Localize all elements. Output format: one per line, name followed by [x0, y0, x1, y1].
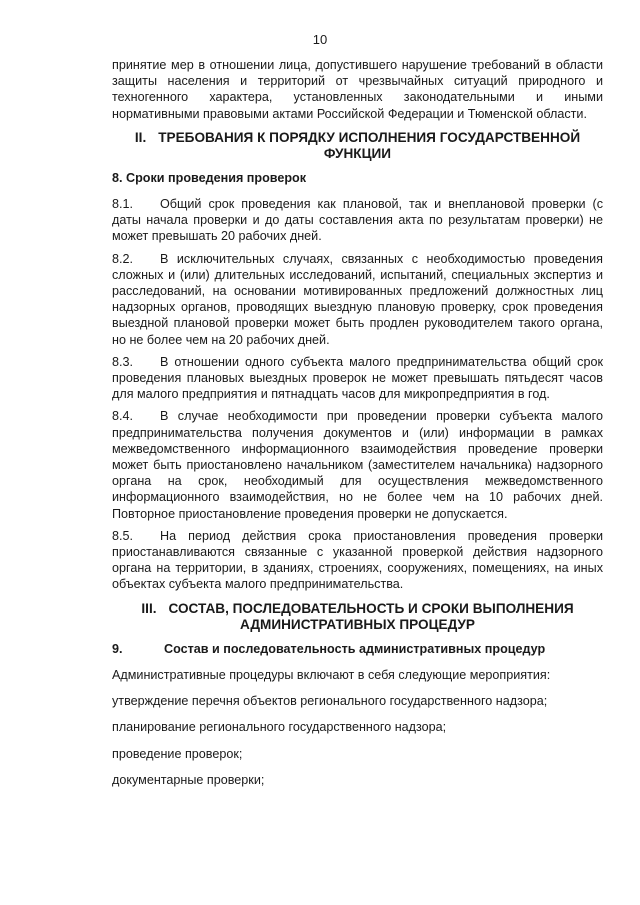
clause-8-3 [112, 354, 603, 403]
clause-8-5 [112, 528, 603, 593]
section-3-numeral: III. [141, 600, 157, 616]
clause-text: В случае необходимости при проведении проверки субъекта малого предпринимательства получения документов и (или) информации в рамках межведомственного информационного взаимодействия проведение проверки может быть приостановлено начальником (заместителем начальника) надзорного органа на срок, необходимый для осуществления межведомственного информационного взаимодействия, но не более чем на 10 рабочих дней. Повторное приостановление проведения проверки не допускается. [112, 409, 603, 521]
clause-text: На период действия срока приостановления проведения проверки приостанавливаются связанные с указанной проверкой действия надзорного органа на территории, в зданиях, строениях, сооружениях, помещениях, на иных объектах субъекта малого предпринимательства. [112, 528, 603, 592]
clause-number: 8.5. [112, 528, 134, 543]
clause-text: В отношении одного субъекта малого предпринимательства общий срок проведения плановых выездных проверок не может превышать пятьдесят часов для малого предприятия и пятнадцать часов для микропредприятия в год. [112, 354, 603, 402]
subsection-9-title: Состав и последовательность административных процедур [164, 641, 546, 656]
procedure-item: документарные проверки; [112, 772, 265, 787]
subsection-9-number: 9. [112, 641, 123, 656]
clause-text: Общий срок проведения как плановой, так и внеплановой проверки (с даты начала проверки и до даты составления акта по результатам проверки) не может превышать 20 рабочих дней. [112, 197, 603, 244]
clause-number: 8.3. [112, 354, 134, 369]
section-2-numeral: II. [134, 129, 147, 145]
clause-number: 8.2. [112, 251, 134, 266]
procedure-item: планирование регионального государственного надзора; [112, 720, 447, 735]
clause-text: В исключительных случаях, связанных с необходимостью проведения сложных и (или) длительных исследований, испытаний, специальных экспертиз и расследований, на основании мотивированных предложений должностных лиц надзорных органов, проводящих выездную плановую проверку, срок проведения выездной плановой проверки может быть продлен руководителем такого органа, но не более чем на 20 рабочих дней. [112, 251, 603, 347]
section-2-title: ТРЕБОВАНИЯ К ПОРЯДКУ ИСПОЛНЕНИЯ ГОСУДАРСТВЕННОЙ ФУНКЦИИ [158, 129, 581, 161]
subsection-9-heading [112, 641, 603, 657]
procedure-item: проведение проверок; [112, 746, 243, 761]
section-2-heading [112, 130, 603, 162]
page-content [112, 57, 603, 798]
procedures-intro-line: Административные процедуры включают в себя следующие мероприятия: [112, 667, 551, 682]
intro-paragraph: принятие мер в отношении лица, допустившего нарушение требований в области защиты населения и территорий от чрезвычайных ситуаций природного и техногенного характера, установленных законодательными и иными нормативными правовыми актами Российской Федерации и Тюменской области. [112, 58, 603, 121]
clause-8-4 [112, 408, 603, 521]
clause-number: 8.4. [112, 409, 134, 424]
page-number: 10 [312, 32, 328, 47]
section-3-title: СОСТАВ, ПОСЛЕДОВАТЕЛЬНОСТЬ И СРОКИ ВЫПОЛНЕНИЯ АДМИНИСТРАТИВНЫХ ПРОЦЕДУР [168, 600, 574, 632]
procedure-item: утверждение перечня объектов регионального государственного надзора; [112, 694, 548, 709]
clause-8-1 [112, 196, 603, 245]
subsection-8-title: 8. Сроки проведения проверок [112, 170, 307, 185]
clause-number: 8.1. [112, 197, 134, 212]
section-3-heading [112, 601, 603, 633]
clause-8-2 [112, 251, 603, 348]
